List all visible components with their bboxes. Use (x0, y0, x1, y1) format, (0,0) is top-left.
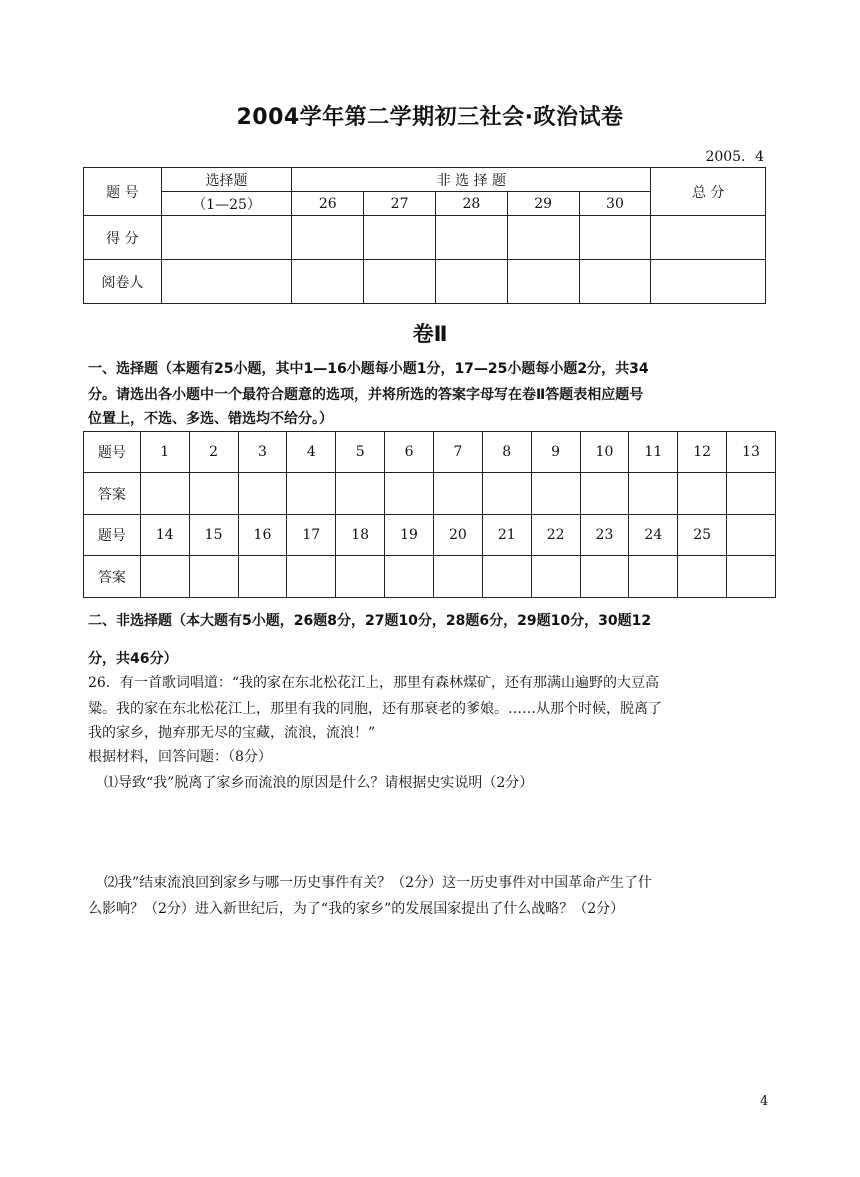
answer-cell (580, 556, 629, 598)
question-num: 7 (433, 432, 482, 473)
row-label-reviewer: 阅卷人 (84, 260, 162, 304)
section2-heading-2: 分，共46分） (88, 651, 178, 667)
answer-cell (140, 556, 189, 598)
question-num: 16 (238, 515, 287, 556)
exam-date: 2005．4 (705, 149, 764, 165)
reviewer-cell (507, 260, 579, 304)
header-choice: 选择题 (161, 168, 292, 192)
answer-cell (629, 473, 678, 515)
score-cell (651, 216, 766, 260)
question-num: 1 (140, 432, 189, 473)
score-cell (161, 216, 292, 260)
answer-cell (531, 556, 580, 598)
score-cell (364, 216, 436, 260)
reviewer-cell (435, 260, 507, 304)
answer-cell (727, 473, 776, 515)
question-num: 22 (531, 515, 580, 556)
q26-text-2: 粱。我的家在东北松花江上，那里有我的同胞，还有那衰老的爹娘。……从那个时候，脱离了 (88, 701, 662, 717)
question-num: 24 (629, 515, 678, 556)
answer-cell (336, 473, 385, 515)
score-row (84, 216, 766, 260)
answer-cell (287, 473, 336, 515)
reviewer-cell (161, 260, 292, 304)
question-num: 18 (336, 515, 385, 556)
answer-cell (140, 473, 189, 515)
q26-subquestion-2-line2: 么影响？（2分）进入新世纪后，为了“我的家乡”的发展国家提出了什么战略？（2分） (88, 901, 625, 917)
score-table (83, 167, 766, 304)
answer-cell (287, 556, 336, 598)
q26-subquestion-1: ⑴导致“我”脱离了家乡而流浪的原因是什么？请根据史实说明（2分） (104, 775, 534, 791)
answer-cell (678, 473, 727, 515)
answer-num-row (84, 432, 776, 473)
answer-cell (238, 556, 287, 598)
answer-cell (482, 556, 531, 598)
reviewer-cell (364, 260, 436, 304)
q26-text-1: 26．有一首歌词唱道：“我的家在东北松花江上，那里有森林煤矿，还有那满山遍野的大豆高 (88, 675, 659, 691)
answer-cell (727, 556, 776, 598)
page-title: 2004学年第二学期初三社会·政治试卷 (236, 105, 624, 130)
section1-heading-1: 一、选择题（本题有25小题，其中1—16小题每小题1分，17—25小题每小题2分，共34 (88, 361, 649, 377)
answer-table (83, 431, 776, 598)
question-num: 13 (727, 432, 776, 473)
answer-cell (189, 473, 238, 515)
section1-heading-3: 位置上，不选、多选、错选均不给分。） (88, 411, 333, 427)
q26-subquestion-2-line1: ⑵我”结束流浪回到家乡与哪一历史事件有关？（2分）这一历史事件对中国革命产生了什 (104, 875, 653, 891)
answer-cell (385, 556, 434, 598)
score-cell (292, 216, 364, 260)
question-num: 20 (433, 515, 482, 556)
question-num: 4 (287, 432, 336, 473)
answer-cell (433, 556, 482, 598)
reviewer-cell (651, 260, 766, 304)
header-q27: 27 (364, 192, 436, 216)
header-q26: 26 (292, 192, 364, 216)
header-nonchoice: 非 选 择 题 (292, 168, 651, 192)
question-num: 9 (531, 432, 580, 473)
header-num: 题 号 (84, 168, 162, 216)
question-num: 2 (189, 432, 238, 473)
answer-cell (678, 556, 727, 598)
question-num: 10 (580, 432, 629, 473)
answer-cell (385, 473, 434, 515)
label-num: 题号 (84, 515, 141, 556)
question-num: 5 (336, 432, 385, 473)
answer-cell (238, 473, 287, 515)
answer-cell (531, 473, 580, 515)
reviewer-cell (579, 260, 651, 304)
header-choice-range: （1—25） (161, 192, 292, 216)
question-num: 25 (678, 515, 727, 556)
reviewer-cell (292, 260, 364, 304)
question-num (727, 515, 776, 556)
score-cell (435, 216, 507, 260)
question-num: 11 (629, 432, 678, 473)
header-total: 总 分 (651, 168, 766, 216)
label-answer: 答案 (84, 556, 141, 598)
answer-cell (189, 556, 238, 598)
header-q28: 28 (435, 192, 507, 216)
answer-num-row (84, 515, 776, 556)
answer-cell (336, 556, 385, 598)
answer-cell (580, 473, 629, 515)
page-number: 4 (760, 1094, 769, 1109)
label-answer: 答案 (84, 473, 141, 515)
section2-heading-1: 二、非选择题（本大题有5小题，26题8分，27题10分，28题6分，29题10分，30题12 (88, 613, 652, 629)
reviewer-row (84, 260, 766, 304)
question-num: 14 (140, 515, 189, 556)
question-num: 23 (580, 515, 629, 556)
answer-cell (433, 473, 482, 515)
q26-text-3: 我的家乡，抛弃那无尽的宝藏，流浪，流浪！” (88, 725, 376, 741)
answer-row (84, 473, 776, 515)
question-num: 12 (678, 432, 727, 473)
answer-row (84, 556, 776, 598)
section1-heading-2: 分。请选出各小题中一个最符合题意的选项，并将所选的答案字母写在卷Ⅱ答题表相应题号 (88, 387, 644, 403)
question-num: 21 (482, 515, 531, 556)
q26-instruction: 根据材料，回答问题：（8分） (88, 749, 272, 765)
score-cell (507, 216, 579, 260)
question-num: 19 (385, 515, 434, 556)
question-num: 15 (189, 515, 238, 556)
question-num: 17 (287, 515, 336, 556)
question-num: 8 (482, 432, 531, 473)
answer-cell (629, 556, 678, 598)
question-num: 3 (238, 432, 287, 473)
question-num: 6 (385, 432, 434, 473)
answer-cell (482, 473, 531, 515)
row-label-score: 得 分 (84, 216, 162, 260)
header-q30: 30 (579, 192, 651, 216)
volume-label: 卷Ⅱ (412, 322, 448, 346)
score-cell (579, 216, 651, 260)
label-num: 题号 (84, 432, 141, 473)
header-q29: 29 (507, 192, 579, 216)
